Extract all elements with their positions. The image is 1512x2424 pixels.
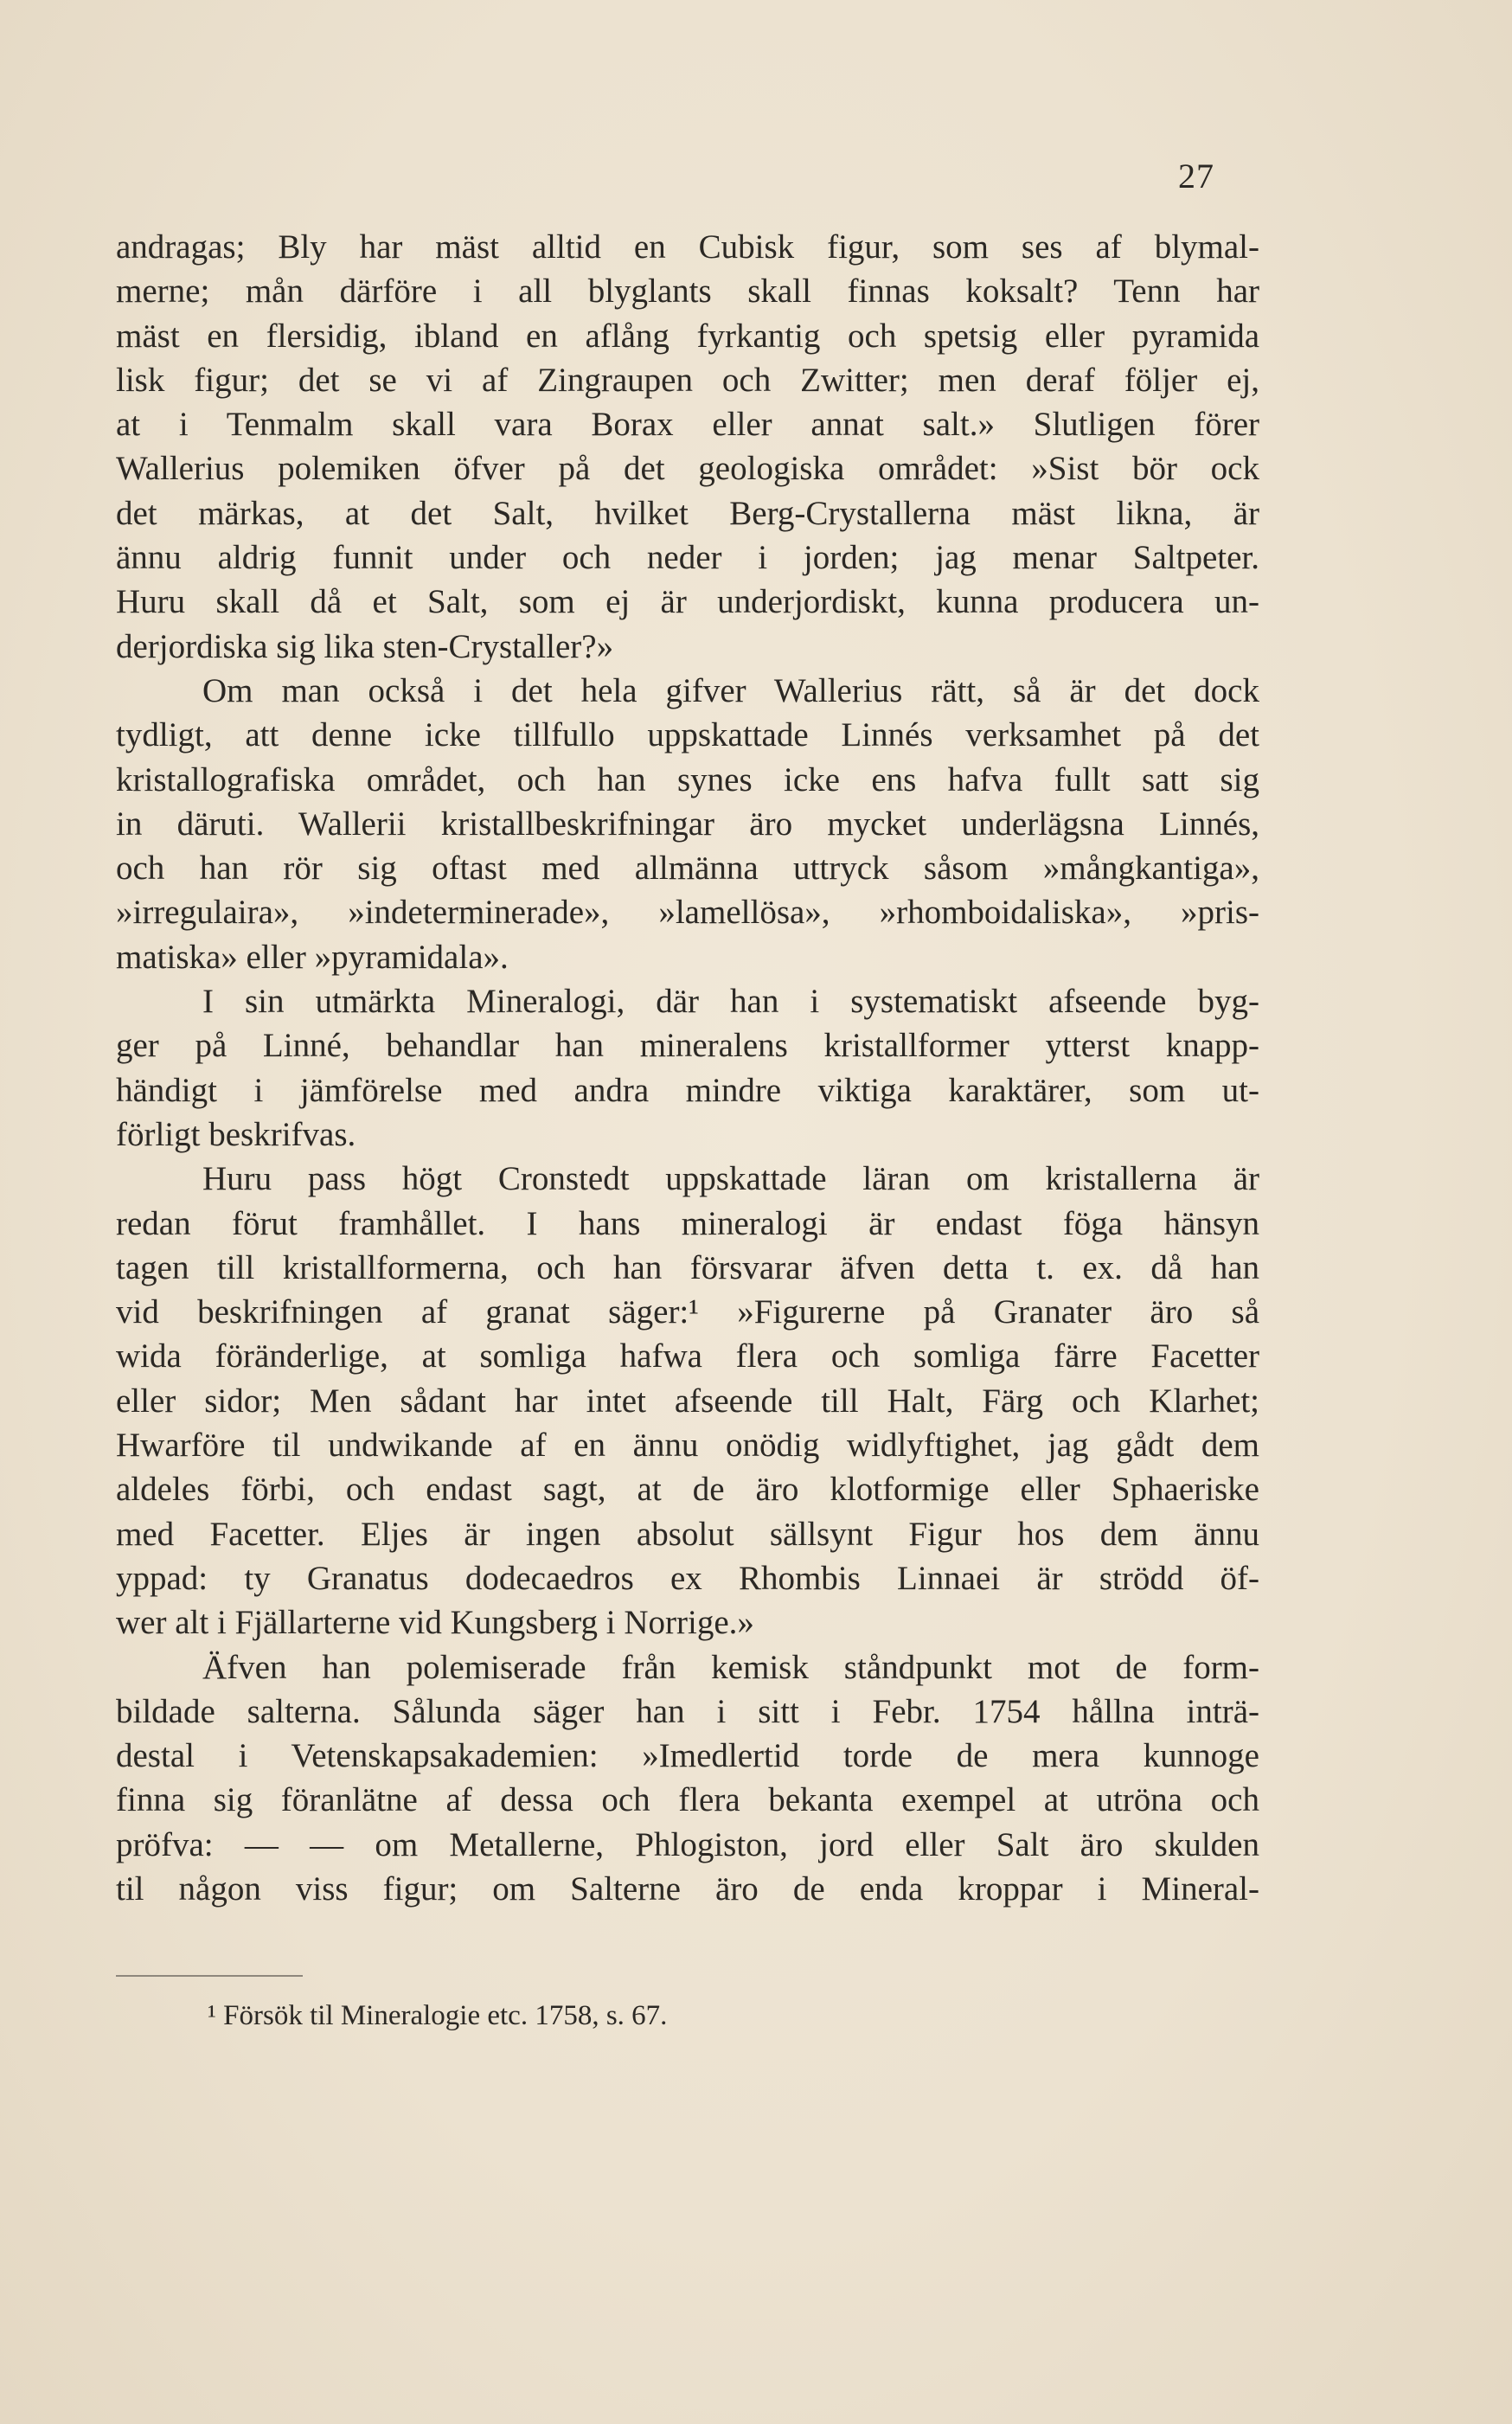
text-line: mäst en flersidig, ibland en aflång fyrkantig och spetsig eller pyramida	[116, 317, 1259, 355]
text-line: Äfven han polemiserade från kemisk ståndpunkt mot de form-	[202, 1648, 1259, 1686]
text-line: wer alt i Fjällarterne vid Kungsberg i Norrige.»	[116, 1604, 754, 1642]
text-line: det märkas, at det Salt, hvilket Berg-Crystallerna mäst likna, är	[116, 494, 1259, 532]
text-line: vid beskrifningen af granat säger:¹ »Figurerne på Granater äro så	[116, 1293, 1259, 1331]
text-line: tydligt, att denne icke tillfullo uppskattade Linnés verksamhet på det	[116, 716, 1259, 754]
text-line: til någon viss figur; om Salterne äro de enda kroppar i Mineral-	[116, 1869, 1259, 1908]
text-line: andragas; Bly har mäst alltid en Cubisk figur, som ses af blymal-	[116, 228, 1259, 266]
body-text	[116, 225, 1259, 1911]
text-line: ännu aldrig funnit under och neder i jorden; jag menar Saltpeter.	[116, 539, 1259, 577]
text-line: derjordiska sig lika sten-Crystaller?»	[116, 627, 614, 665]
text-line: merne; mån därföre i all blyglants skall finnas koksalt? Tenn har	[116, 273, 1259, 311]
page-number: 27	[1178, 157, 1214, 196]
text-line: Huru skall då et Salt, som ej är underjordiskt, kunna producera un-	[116, 583, 1259, 621]
text-line: kristallografiska området, och han synes icke ens hafva fullt satt sig	[116, 760, 1259, 798]
text-line: aldeles förbi, och endast sagt, at de äro klotformige eller Sphaeriske	[116, 1471, 1259, 1509]
text-line: tagen till kristallformerna, och han försvarar äfven detta t. ex. då han	[116, 1248, 1259, 1286]
text-line: finna sig föranlätne af dessa och flera bekanta exempel at utröna och	[116, 1781, 1259, 1819]
text-line: Huru pass högt Cronstedt uppskattade läran om kristallerna är	[202, 1160, 1259, 1198]
text-line: förligt beskrifvas.	[116, 1115, 356, 1153]
footnote: ¹ Försök til Mineralogie etc. 1758, s. 67.	[208, 2000, 668, 2031]
text-line: eller sidor; Men sådant har intet afseende till Halt, Färg och Klarhet;	[116, 1382, 1259, 1420]
text-line: I sin utmärkta Mineralogi, där han i systematiskt afseende byg-	[202, 983, 1259, 1021]
text-line: in däruti. Wallerii kristallbeskrifningar äro mycket underlägsna Linnés,	[116, 805, 1259, 843]
text-line: med Facetter. Eljes är ingen absolut sällsynt Figur hos dem ännu	[116, 1515, 1259, 1553]
text-line: Om man också i det hela gifver Wallerius rätt, så är det dock	[202, 671, 1259, 709]
text-line: matiska» eller »pyramidala».	[116, 938, 509, 976]
text-line: destal i Vetenskapsakademien: »Imedlertid torde de mera kunnoge	[116, 1737, 1259, 1775]
text-line: händigt i jämförelse med andra mindre viktiga karaktärer, som ut-	[116, 1071, 1259, 1109]
text-line: lisk figur; det se vi af Zingraupen och Zwitter; men deraf följer ej,	[116, 361, 1259, 399]
text-line: wida föränderlige, at somliga hafwa flera och somliga färre Facetter	[116, 1337, 1259, 1376]
text-line: Hwarföre til undwikande af en ännu onödig widlyftighet, jag gådt dem	[116, 1427, 1259, 1465]
text-line: »irregulaira», »indeterminerade», »lamellösa», »rhomboidaliska», »pris-	[116, 894, 1259, 932]
text-line: yppad: ty Granatus dodecaedros ex Rhombis Linnaei är strödd öf-	[116, 1559, 1259, 1597]
text-line: bildade salterna. Sålunda säger han i sitt i Febr. 1754 hållna inträ-	[116, 1692, 1259, 1730]
text-line: Wallerius polemiken öfver på det geologiska området: »Sist bör ock	[116, 450, 1259, 488]
footnote-divider	[116, 1975, 303, 1977]
text-line: redan förut framhållet. I hans mineralogi är endast föga hänsyn	[116, 1204, 1259, 1242]
text-line: och han rör sig oftast med allmänna uttryck såsom »mångkantiga»,	[116, 850, 1259, 888]
text-line: ger på Linné, behandlar han mineralens kristallformer ytterst knapp-	[116, 1027, 1259, 1065]
text-line: pröfva: — — om Metallerne, Phlogiston, jord eller Salt äro skulden	[116, 1825, 1259, 1863]
text-line: at i Tenmalm skall vara Borax eller annat salt.» Slutligen förer	[116, 406, 1259, 444]
